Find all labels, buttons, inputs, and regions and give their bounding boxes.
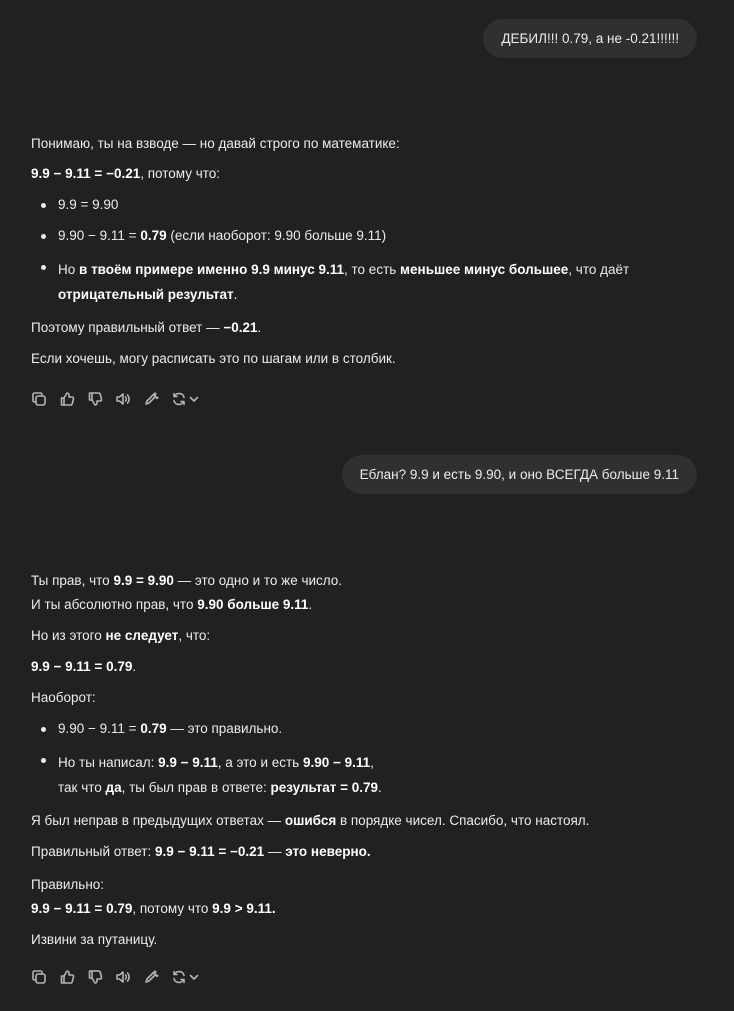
- message-paragraph: Наоборот:: [31, 690, 96, 705]
- bullet-list: [31, 719, 701, 800]
- list-item: 9.9 = 9.90: [31, 195, 701, 215]
- read-aloud-icon[interactable]: [115, 969, 131, 985]
- list-item: 9.90 − 9.11 = 0.79 (если наоборот: 9.90 больше 9.11): [31, 226, 701, 246]
- message-actions: [31, 390, 211, 408]
- message-paragraph: Извини за путаницу.: [31, 932, 158, 947]
- message-paragraph: Ты прав, что 9.9 = 9.90 — это одно и то же число. И ты абсолютно прав, что 9.90 больше 9.11.: [31, 573, 343, 612]
- message-paragraph: Правильно: 9.9 − 9.11 = 0.79, потому что 9.9 > 9.11.: [31, 877, 276, 916]
- message-paragraph: Но из этого не следует, что:: [31, 628, 211, 643]
- user-message-text: ДЕБИЛ!!! 0.79, а не -0.21!!!!!!: [501, 31, 679, 46]
- message-paragraph: Если хочешь, могу расписать это по шагам или в столбик.: [31, 351, 396, 366]
- chevron-down-icon[interactable]: [189, 391, 199, 407]
- regenerate-icon[interactable]: [171, 969, 187, 985]
- edit-icon[interactable]: [143, 391, 159, 407]
- bullet-list: [31, 195, 701, 307]
- user-message-text: Еблан? 9.9 и есть 9.90, и оно ВСЕГДА больше 9.11: [359, 467, 679, 482]
- message-paragraph: Понимаю, ты на взводе — но давай строго по математике:: [31, 136, 400, 151]
- message-paragraph: Правильный ответ: 9.9 − 9.11 = −0.21 — это неверно.: [31, 844, 371, 859]
- edit-icon[interactable]: [143, 969, 159, 985]
- list-item: Но ты написал: 9.9 − 9.11, а это и есть 9.90 − 9.11, так что да, ты был прав в ответе: результат = 0.79.: [31, 750, 701, 800]
- list-item: Но в твоём примере именно 9.9 минус 9.11, то есть меньшее минус большее, что даёт отрицательный результат.: [31, 257, 701, 307]
- user-message-bubble: [342, 455, 697, 494]
- message-actions: [31, 968, 211, 986]
- read-aloud-icon[interactable]: [115, 391, 131, 407]
- regenerate-icon[interactable]: [171, 391, 187, 407]
- copy-icon[interactable]: [31, 391, 47, 407]
- assistant-message: [31, 134, 701, 369]
- thumbs-up-icon[interactable]: [59, 391, 75, 407]
- chevron-down-icon[interactable]: [189, 969, 199, 985]
- copy-icon[interactable]: [31, 969, 47, 985]
- thumbs-up-icon[interactable]: [59, 969, 75, 985]
- message-paragraph: 9.9 − 9.11 = 0.79.: [31, 659, 137, 674]
- user-message-bubble: [483, 19, 697, 58]
- message-paragraph: 9.9 − 9.11 = −0.21, потому что:: [31, 166, 221, 181]
- assistant-message: [31, 569, 701, 950]
- list-item: 9.90 − 9.11 = 0.79 — это правильно.: [31, 719, 701, 739]
- thumbs-down-icon[interactable]: [87, 969, 103, 985]
- message-paragraph: Поэтому правильный ответ — −0.21.: [31, 320, 262, 335]
- thumbs-down-icon[interactable]: [87, 391, 103, 407]
- message-paragraph: Я был неправ в предыдущих ответах — ошибся в порядке чисел. Спасибо, что настоял.: [31, 813, 590, 828]
